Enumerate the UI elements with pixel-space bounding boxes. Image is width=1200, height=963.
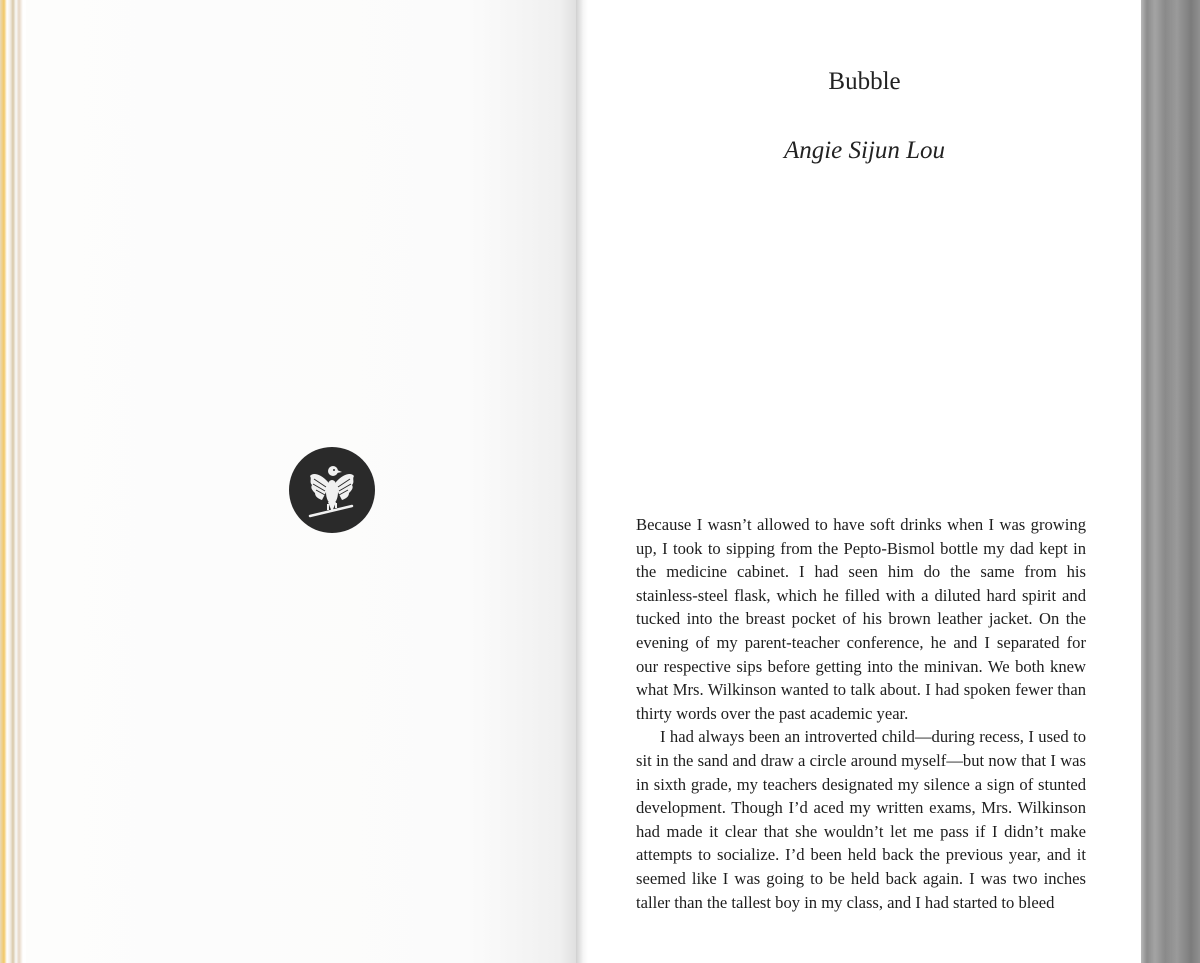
book-page-edges <box>0 0 26 963</box>
chapter-title: Bubble <box>828 68 901 95</box>
body-paragraph: Because I wasn’t allowed to have soft drinks when I was growing up, I took to sipping from the Pepto-Bismol bottle my dad kept in the medicine cabinet. I had seen him do the same from his stainless-steel flask, which he filled with a diluted hard spirit and tucked into the breast pocket of his brown leather jacket. On the evening of my parent-teacher conference, he and I separated for our respective sips before getting into the minivan. We both knew what Mrs. Wilkinson wanted to talk about. I had spoken fewer than thirty words over the past academic year. <box>636 515 1086 723</box>
book-gutter <box>576 0 588 963</box>
book-page-edges-right <box>1141 0 1200 963</box>
eagle-emblem-icon <box>288 446 376 534</box>
body-paragraph: I had always been an introverted child—during recess, I used to sit in the sand and draw a circle around myself—but now that I was in sixth grade, my teachers designated my silence a sign of stunted development. Though I’d aced my written exams, Mrs. Wilkinson had made it clear that she wouldn’t let me pass if I didn’t make attempts to socialize. I’d been held back the previous year, and it seemed like I was going to be held back again. I was two inches taller than the tallest boy in my class, and I had started to bleed <box>636 727 1086 912</box>
chapter-body <box>636 513 1086 914</box>
chapter-author: Angie Sijun Lou <box>783 137 946 164</box>
